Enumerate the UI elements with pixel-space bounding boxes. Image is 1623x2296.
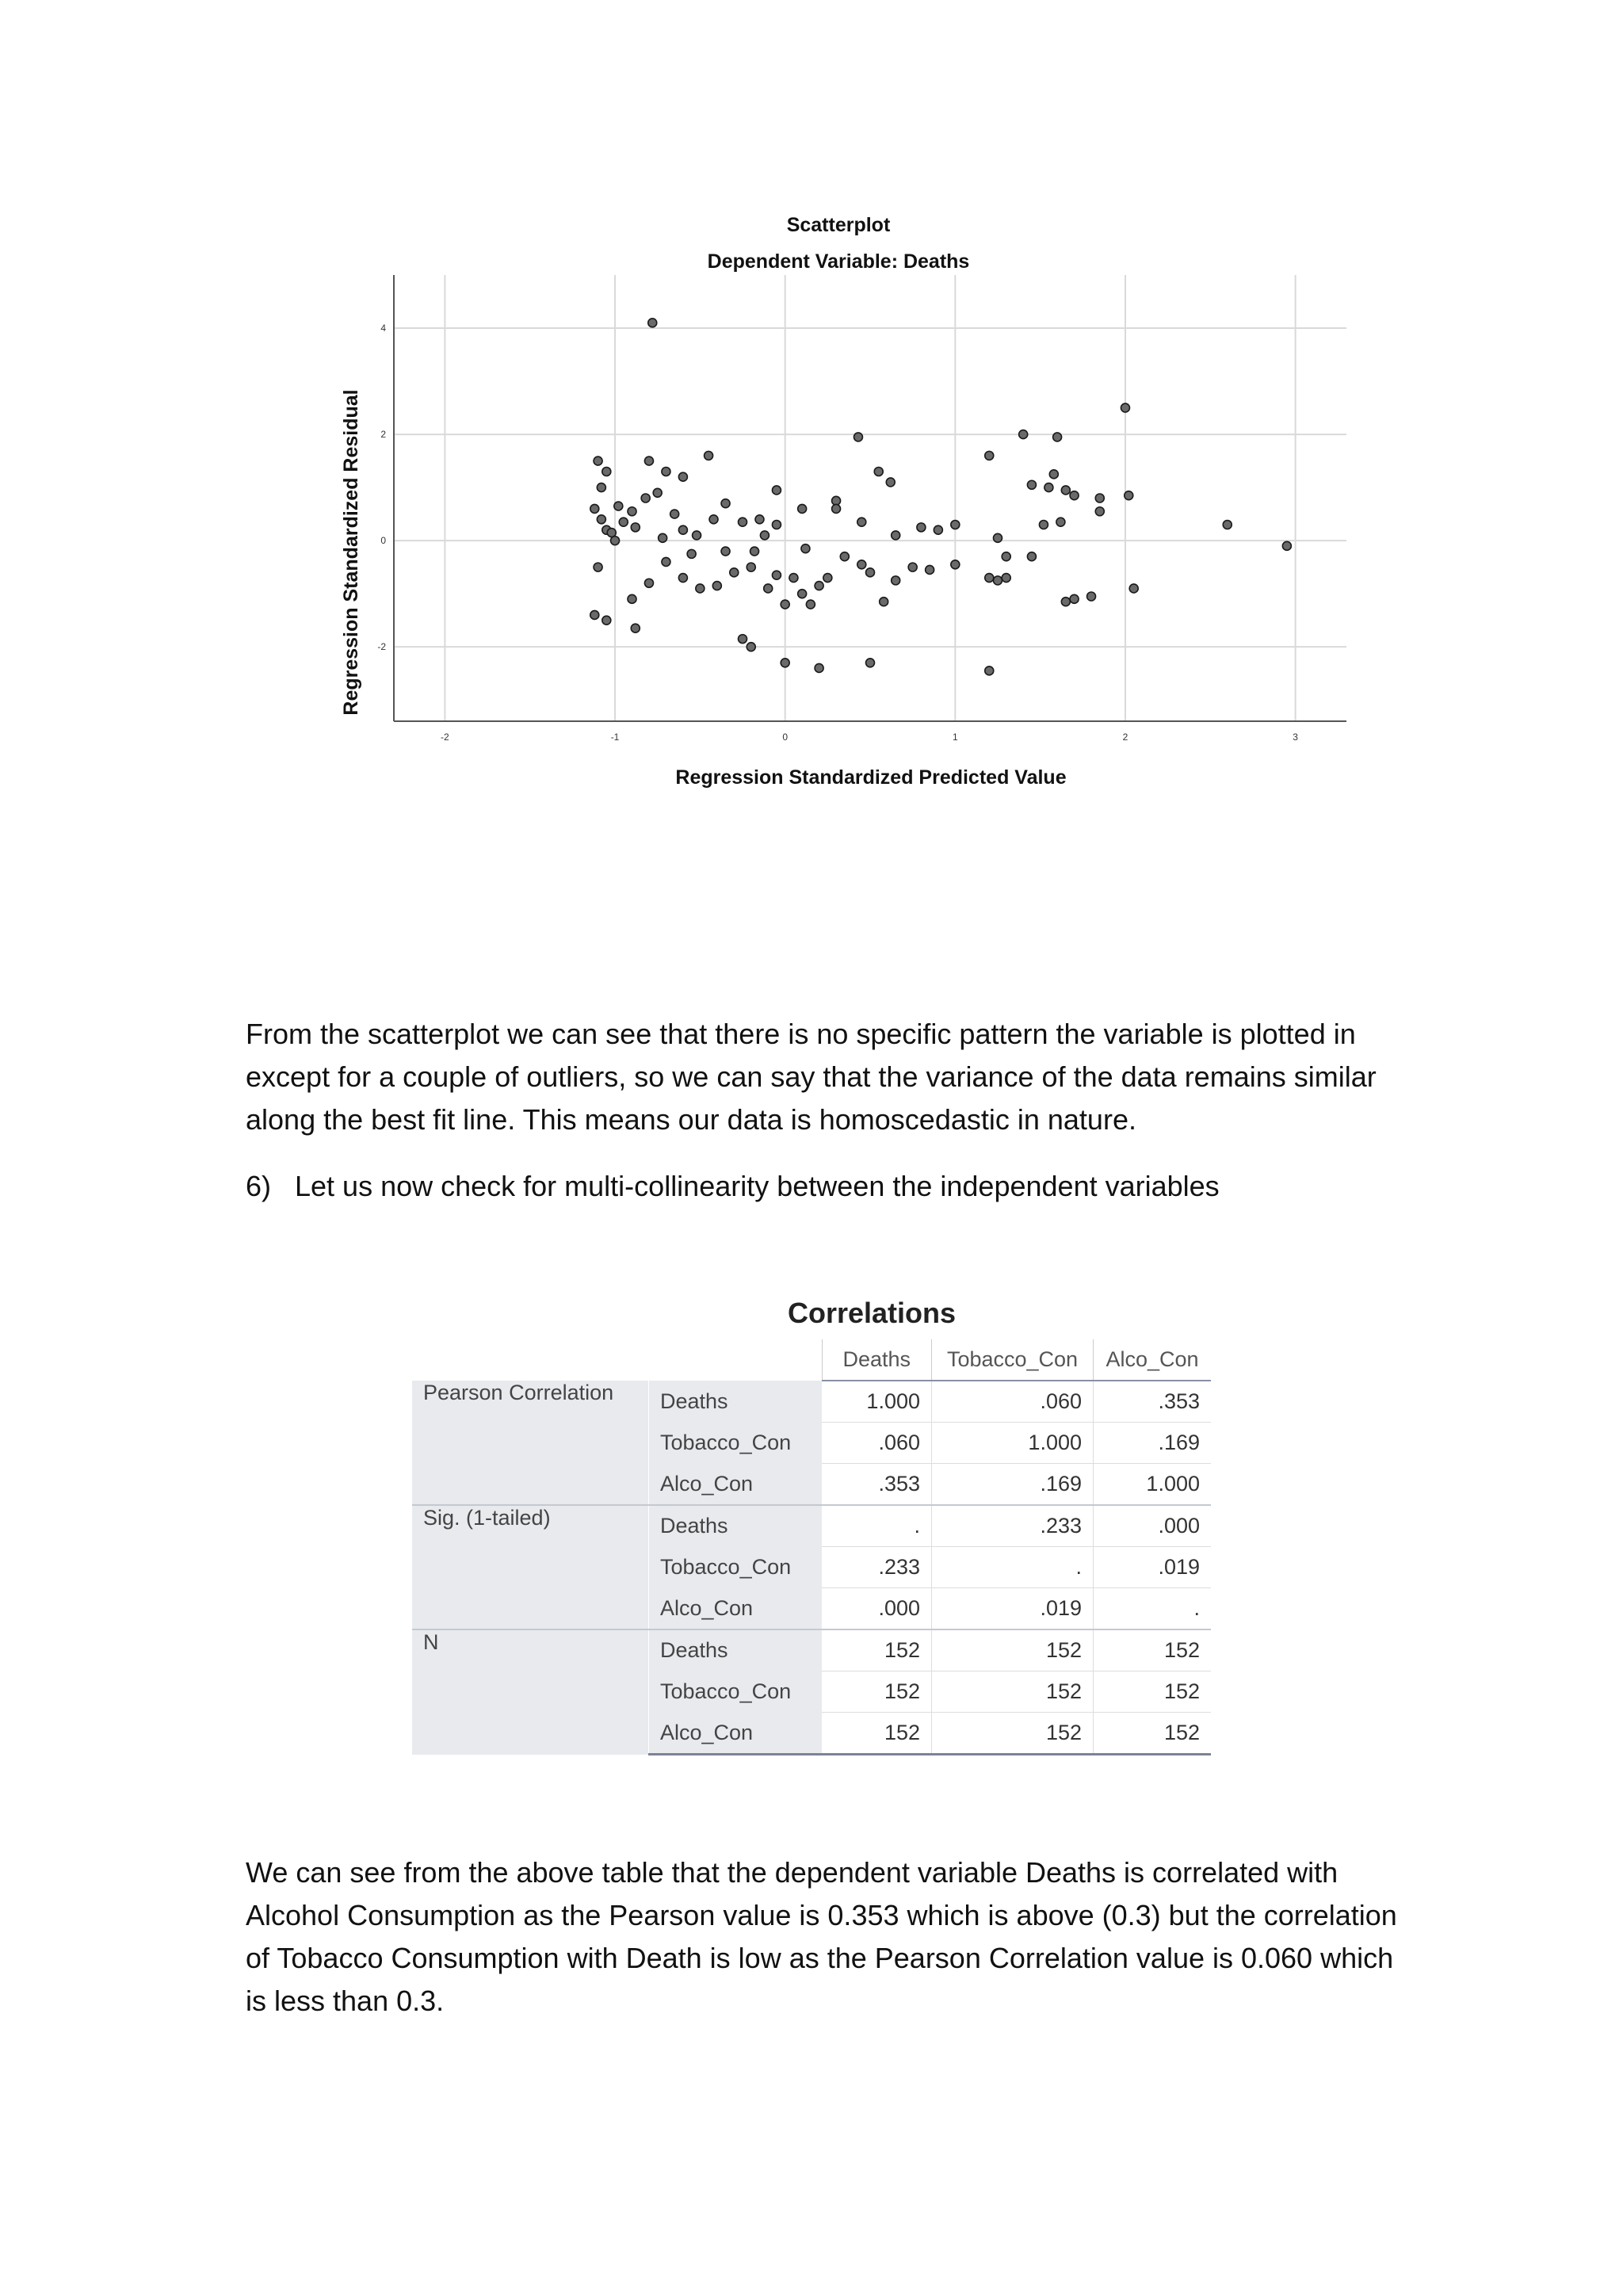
scatter-point — [693, 531, 701, 540]
scatter-point — [772, 571, 781, 579]
table-cell: .353 — [1094, 1381, 1212, 1423]
scatter-point — [854, 433, 862, 441]
scatter-point — [653, 488, 662, 497]
scatter-point — [678, 525, 687, 534]
table-row — [412, 1505, 1211, 1547]
scatter-point — [985, 451, 994, 460]
scatter-point — [607, 529, 616, 537]
scatter-point — [631, 624, 640, 632]
scatter-point — [801, 544, 810, 553]
scatter-point — [1095, 507, 1104, 516]
scatter-point — [764, 584, 773, 593]
scatter-point — [739, 518, 747, 526]
scatter-point — [619, 518, 628, 526]
row-group-label: N — [412, 1629, 649, 1755]
scatter-point — [721, 547, 730, 556]
scatter-point — [1129, 584, 1138, 593]
x-tick-label: -1 — [610, 732, 620, 743]
table-cell: 152 — [932, 1671, 1094, 1713]
scatter-point — [781, 659, 789, 667]
scatter-point — [874, 467, 883, 476]
table-cell: 1.000 — [1094, 1464, 1212, 1506]
scatter-point — [985, 574, 994, 583]
x-axis-label: Regression Standardized Predicted Value — [675, 766, 1067, 789]
scatter-point — [614, 502, 623, 510]
scatter-point — [1039, 521, 1048, 529]
scatter-point — [815, 663, 823, 672]
table-cell: 152 — [1094, 1629, 1212, 1671]
x-tick-label: 0 — [782, 732, 789, 743]
scatter-point — [1044, 483, 1053, 492]
row-label: Tobacco_Con — [649, 1547, 823, 1588]
scatter-point — [648, 319, 657, 327]
scatter-point — [662, 467, 670, 476]
table-row — [412, 1629, 1211, 1671]
scatter-point — [798, 590, 807, 598]
scatter-point — [806, 600, 815, 609]
x-tick-label: -2 — [441, 732, 449, 743]
y-tick-label: -2 — [377, 641, 386, 653]
row-label: Alco_Con — [649, 1588, 823, 1630]
table-cell: 1.000 — [822, 1381, 932, 1423]
scatter-point — [597, 515, 605, 524]
scatter-point — [880, 598, 888, 606]
scatter-point — [1061, 486, 1070, 495]
table-cell: .060 — [932, 1381, 1094, 1423]
table-cell: 152 — [822, 1713, 932, 1755]
data-points — [590, 319, 1292, 675]
chart-subtitle: Dependent Variable: Deaths — [707, 250, 970, 273]
y-tick-label: 4 — [380, 323, 386, 334]
scatter-point — [628, 594, 636, 603]
row-label: Deaths — [649, 1381, 823, 1423]
scatter-point — [823, 574, 832, 583]
table-cell: . — [1094, 1588, 1212, 1630]
scatter-point — [1002, 552, 1010, 561]
scatter-point — [985, 667, 994, 675]
scatter-point — [798, 504, 807, 513]
scatter-point — [696, 584, 705, 593]
row-label: Deaths — [649, 1505, 823, 1547]
column-header-tobacco-con: Tobacco_Con — [932, 1339, 1094, 1381]
scatter-point — [659, 533, 667, 542]
scatter-point — [815, 582, 823, 590]
scatter-point — [1056, 518, 1065, 526]
scatter-point — [739, 635, 747, 644]
scatter-point — [597, 483, 605, 492]
scatter-point — [750, 547, 759, 556]
chart-title: Scatterplot — [786, 214, 891, 236]
scatter-point — [892, 576, 900, 585]
scatter-point — [1061, 598, 1070, 606]
scatter-point — [662, 557, 670, 566]
scatter-point — [951, 521, 960, 529]
scatter-point — [590, 610, 599, 619]
x-tick-label: 3 — [1293, 732, 1298, 743]
correlations-table — [412, 1339, 1211, 1755]
scatter-point — [840, 552, 849, 561]
scatter-point — [993, 576, 1002, 585]
table-cell: .233 — [822, 1547, 932, 1588]
scatter-point — [644, 579, 653, 587]
y-axis-label: Regression Standardized Residual — [340, 389, 362, 716]
scatter-point — [886, 478, 895, 487]
row-label: Alco_Con — [649, 1713, 823, 1755]
scatter-point — [772, 521, 781, 529]
row-group-label: Sig. (1-tailed) — [412, 1505, 649, 1629]
table-cell: .169 — [932, 1464, 1094, 1506]
row-label: Alco_Con — [649, 1464, 823, 1506]
scatter-point — [644, 457, 653, 465]
scatter-point — [760, 531, 769, 540]
correlation-interpretation-paragraph: We can see from the above table that the dependent variable Deaths is correlated with Alcohol Consumption as the Pearson value is 0.353 which is above (0.3) but the correlation of Tobacco Consumption with Death is low as the Pearson Correlation value is 0.060 which is less than 0.3. — [246, 1856, 1397, 2017]
scatter-point — [590, 504, 599, 513]
scatter-point — [1049, 470, 1058, 479]
scatter-point — [1070, 594, 1079, 603]
scatter-point — [670, 510, 679, 518]
scatter-point — [1070, 491, 1079, 500]
table-cell: .060 — [822, 1423, 932, 1464]
table-cell: .000 — [1094, 1505, 1212, 1547]
scatter-point — [755, 515, 764, 524]
scatter-point — [747, 643, 755, 651]
scatter-point — [866, 659, 875, 667]
scatter-point — [709, 515, 718, 524]
scatter-point — [747, 563, 755, 571]
table-cell: .019 — [932, 1588, 1094, 1630]
table-cell: 152 — [822, 1671, 932, 1713]
table-cell: .353 — [822, 1464, 932, 1506]
scatter-point — [594, 457, 602, 465]
scatter-point — [1053, 433, 1062, 441]
scatter-point — [1282, 541, 1291, 550]
scatter-point — [641, 494, 650, 502]
table-cell: .169 — [1094, 1423, 1212, 1464]
x-tick-label: 2 — [1122, 732, 1128, 743]
row-label: Deaths — [649, 1629, 823, 1671]
scatter-point — [857, 518, 866, 526]
header-blank — [412, 1339, 649, 1381]
scatter-point — [687, 549, 696, 558]
step-6-heading — [246, 1165, 1419, 1208]
table-cell: .233 — [932, 1505, 1094, 1547]
row-label: Tobacco_Con — [649, 1671, 823, 1713]
scatter-point — [721, 499, 730, 508]
scatter-point — [1027, 552, 1036, 561]
scatter-point — [628, 507, 636, 516]
scatter-point — [926, 565, 934, 574]
scatter-point — [1223, 521, 1232, 529]
scatterplot-chart — [0, 0, 1623, 832]
step-6-text: Let us now check for multi-collinearity between the independent variables — [295, 1170, 1220, 1202]
tick-labels — [377, 323, 1298, 743]
y-tick-label: 0 — [380, 535, 386, 547]
scatter-point — [712, 582, 721, 590]
scatter-point — [1125, 491, 1133, 500]
scatter-point — [602, 467, 611, 476]
scatter-point — [1087, 592, 1096, 601]
table-cell: . — [822, 1505, 932, 1547]
scatter-point — [781, 600, 789, 609]
table-cell: 1.000 — [932, 1423, 1094, 1464]
plot-axes — [394, 275, 1346, 721]
y-tick-label: 2 — [380, 429, 386, 441]
scatter-point — [678, 574, 687, 583]
scatter-point — [631, 523, 640, 532]
scatter-point — [772, 486, 781, 495]
scatter-point — [934, 525, 942, 534]
scatter-point — [730, 568, 739, 577]
step-number: 6) — [246, 1170, 272, 1202]
scatter-point — [705, 451, 713, 460]
column-header-alco-con: Alco_Con — [1094, 1339, 1212, 1381]
table-cell: . — [932, 1547, 1094, 1588]
scatter-point — [594, 563, 602, 571]
scatter-point — [1121, 403, 1129, 412]
scatter-point — [857, 560, 866, 569]
scatter-point — [678, 472, 687, 481]
table-cell: 152 — [1094, 1671, 1212, 1713]
scatter-point — [602, 616, 611, 625]
scatter-point — [1002, 574, 1010, 583]
scatter-point — [892, 531, 900, 540]
scatter-point — [951, 560, 960, 569]
scatter-point — [908, 563, 917, 571]
row-label: Tobacco_Con — [649, 1423, 823, 1464]
table-row — [412, 1381, 1211, 1423]
table-cell: .000 — [822, 1588, 932, 1630]
scatter-point — [789, 574, 798, 583]
scatter-point — [866, 568, 875, 577]
scatter-point — [1019, 430, 1028, 439]
table-cell: 152 — [1094, 1713, 1212, 1755]
scatter-point — [993, 533, 1002, 542]
table-cell: .019 — [1094, 1547, 1212, 1588]
table-cell: 152 — [822, 1629, 932, 1671]
x-tick-label: 1 — [952, 732, 958, 743]
header-blank — [649, 1339, 823, 1381]
column-header-deaths: Deaths — [822, 1339, 932, 1381]
grid-lines — [394, 275, 1346, 721]
scatter-point — [1027, 480, 1036, 489]
scatter-point — [832, 504, 841, 513]
scatter-point — [917, 523, 926, 532]
correlations-title: Correlations — [787, 1297, 957, 1329]
table-cell: 152 — [932, 1629, 1094, 1671]
row-group-label: Pearson Correlation — [412, 1381, 649, 1505]
table-cell: 152 — [932, 1713, 1094, 1755]
scatter-point — [1095, 494, 1104, 502]
scatterplot-interpretation-paragraph: From the scatterplot we can see that there is no specific pattern the variable is plotted in except for a couple of outliers, so we can say that the variance of the data remains similar along the best fit line. This means our data is homoscedastic in nature. — [246, 1018, 1377, 1136]
